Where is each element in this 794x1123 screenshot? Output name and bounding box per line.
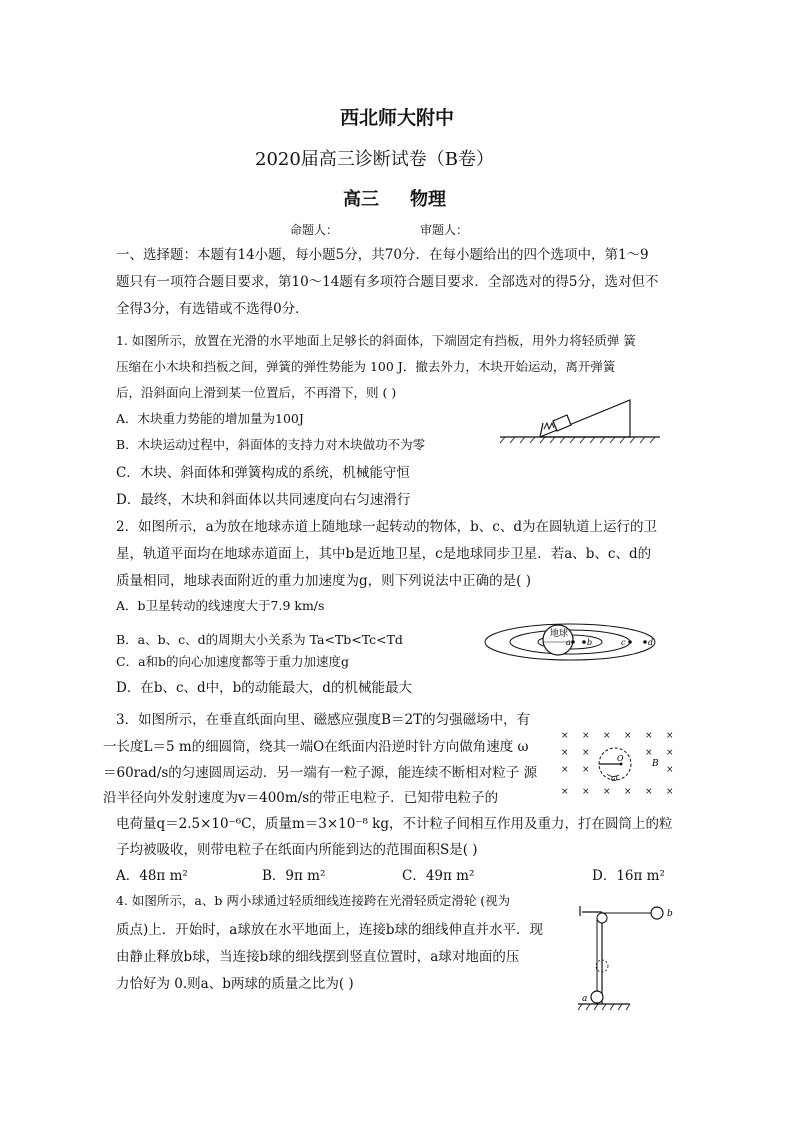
earth-label: 地球	[550, 629, 569, 639]
ball-b-label: b	[667, 909, 673, 919]
q1-stem-line: 1. 如图所示，放置在光滑的水平地面上足够长的斜面体，下端固定有挡板，用外力将轻质弹 簧	[116, 333, 636, 348]
field-b-label: B	[652, 759, 659, 769]
pivot-o-label: O	[617, 754, 624, 763]
q3-stem-line: 一长度L＝5 m的细圆筒，绕其一端O在纸面内沿逆时针方向做角速度 ω	[103, 739, 529, 755]
svg-text:×: ×	[561, 748, 569, 758]
instruction-line: 一、选择题：本题有14小题，每小题5分，共70分．在每小题给出的四个选项中，第1～9	[116, 247, 649, 263]
q1-option-c: C．木块、斜面体和弹簧构成的系统，机械能守恒	[116, 465, 410, 481]
svg-text:×: ×	[645, 731, 653, 741]
svg-text:×: ×	[582, 787, 590, 797]
q3-option-d: D．16π m²	[592, 868, 665, 884]
svg-text:×: ×	[582, 748, 590, 758]
svg-text:×: ×	[645, 787, 653, 797]
instruction-line: 全得3分，有选错或不选得0分．	[116, 301, 309, 317]
q2-stem-line: 质量相同，地球表面附近的重力加速度为g，则下列说法中正确的是( )	[116, 573, 531, 589]
svg-text:×: ×	[561, 765, 569, 775]
q3-stem-line: 子均被吸收，则带电粒子在纸面内所能到达的范围面积S是( )	[116, 842, 478, 858]
instruction-line: 题只有一项符合题目要求，第10～14题有多项符合题目要求．全部选对的得5分，选对但不	[116, 274, 659, 290]
q2-option-c: C．a和b的向心加速度都等于重力加速度g	[116, 654, 350, 669]
q3-stem-line: ＝60rad/s的匀速圆周运动．另一端有一粒子源，能连续不断相对粒子 源	[103, 765, 538, 781]
ball-a-label: a	[582, 994, 588, 1004]
reviewer-label: 审题人：	[420, 223, 469, 237]
svg-text:×: ×	[603, 731, 611, 741]
q3-option-a: A．48π m²	[116, 868, 188, 884]
svg-text:×: ×	[666, 731, 674, 741]
q4-stem-line: 4. 如图所示，a、b 两小球通过轻质细线连接跨在光滑轻质定滑轮 (视为	[116, 893, 511, 908]
grade-label: 高三	[343, 189, 379, 210]
svg-text:×: ×	[561, 787, 569, 797]
svg-text:×: ×	[582, 731, 590, 741]
setter-label: 命题人：	[290, 223, 339, 237]
q1-option-b: B．木块运动过程中，斜面体的支持力对木块做功不为零	[116, 437, 426, 452]
q2-option-a: A．b卫星转动的线速度大于7.9 km/s	[116, 598, 325, 613]
q3-option-b: B．9π m²	[262, 868, 326, 884]
svg-text:×: ×	[645, 748, 653, 758]
q2-stem-line: 星，轨道平面均在地球赤道面上，其中b是近地卫星，c是地球同步卫星．若a、b、c、d的	[116, 546, 652, 562]
q2-stem-line: 2．如图所示，a为放在地球赤道上随地球一起转动的物体，b、c、d为在圆轨道上运行的卫	[116, 519, 657, 535]
sat-b-label: b	[587, 638, 593, 647]
q3-stem-line: 电荷量q＝2.5×10⁻⁶C，质量m＝3×10⁻⁸ kg，不计粒子间相互作用及重力，打在圆筒上的粒	[116, 816, 673, 832]
q1-option-d: D．最终，木块和斜面体以共同速度向右匀速滑行	[116, 492, 411, 508]
sat-c-label: c	[621, 638, 626, 647]
q1-option-a: A．木块重力势能的增加量为100J	[116, 411, 304, 426]
svg-text:×: ×	[666, 748, 674, 758]
svg-text:×: ×	[624, 731, 632, 741]
q1-stem-line: 压缩在小木块和挡板之间，弹簧的弹性势能为 100 J．撤去外力，木块开始运动，离开弹簧	[116, 359, 616, 374]
svg-text:×: ×	[666, 765, 674, 775]
q1-stem-line: 后，沿斜面向上滑到某一位置后，不再滑下，则 ( )	[116, 385, 397, 400]
exam-title: 2020届高三诊断试卷（B卷）	[255, 149, 495, 170]
svg-text:×: ×	[666, 787, 674, 797]
svg-text:×: ×	[582, 765, 590, 775]
q1-incline-figure	[495, 395, 665, 445]
q3-stem-line: 沿半径向外发射速度为v＝400m/s的带正电粒子．已知带电粒子的	[103, 790, 499, 806]
svg-text:×: ×	[624, 787, 632, 797]
q4-stem-line: 力恰好为 0.则a、b两球的质量之比为( )	[116, 976, 354, 992]
q4-pulley-figure	[570, 900, 680, 1012]
q2-orbit-figure	[480, 618, 660, 666]
q3-magnetic-field-figure	[555, 728, 680, 798]
sat-d-label: d	[648, 638, 654, 647]
q2-option-b: B．a、b、c、d的周期大小关系为 Ta<Tb<Tc<Td	[116, 632, 403, 647]
q3-option-c: C．49π m²	[402, 868, 475, 884]
school-name: 西北师大附中	[340, 107, 455, 129]
q4-stem-line: 质点)上．开始时，a球放在水平地面上，连接b球的细线伸直并水平．现	[116, 922, 543, 938]
q4-stem-line: 由静止释放b球，当连接b球的细线摆到竖直位置时，a球对地面的压	[116, 949, 520, 965]
q2-option-d: D．在b、c、d中，b的动能最大，d的机械能最大	[116, 680, 412, 696]
svg-text:×: ×	[561, 731, 569, 741]
sat-a-label: a	[566, 638, 571, 647]
q3-stem-line: 3．如图所示，在垂直纸面向里、磁感应强度B＝2T的匀强磁场中，有	[116, 712, 531, 728]
omega-label: ω	[611, 774, 618, 783]
subject-label: 物理	[410, 189, 446, 210]
svg-text:×: ×	[603, 787, 611, 797]
